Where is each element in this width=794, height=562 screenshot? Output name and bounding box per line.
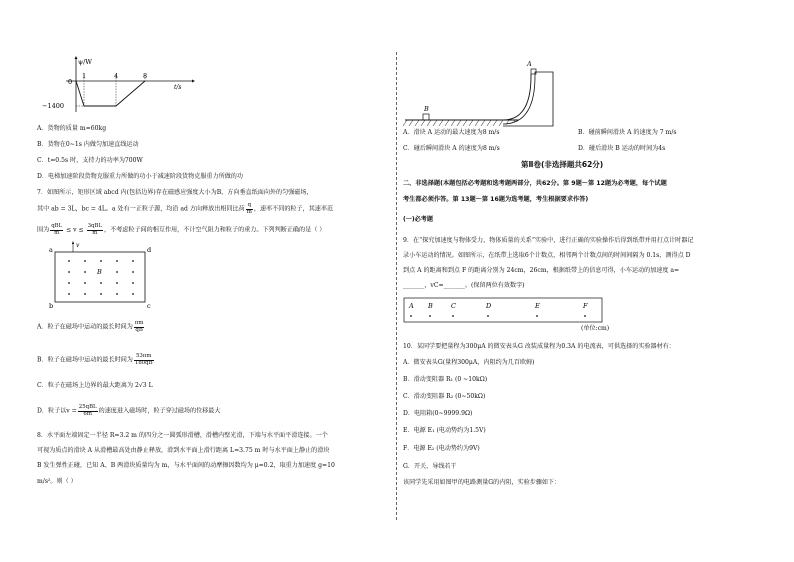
q10-item-a: A．微安表头G(量程300μA，内阻约为几百欧姆) xyxy=(403,359,535,366)
q7-option-d: D．粒子以v = $\frac{\text{25qBL}}{6m}$ 的速度进入磁场时，粒子穿过磁场的位移最大 xyxy=(37,404,221,417)
magnetic-field-diagram xyxy=(45,242,155,310)
graph-ymin: −1400 xyxy=(42,102,64,110)
q10-item-g: G．开关、导线若干 xyxy=(403,463,457,470)
q6-option-c: C．t=0.5s 时，支持力的功率为700W xyxy=(37,157,143,164)
tape-dot-d xyxy=(487,315,489,317)
field-label-b: B xyxy=(97,268,102,276)
q7-line-3: 围为 $\frac{\text{qBL}}{m}$ ≤ v ≤ $\frac{\text{3qBL}}{m}$ ，不考虑粒子间的相互作用，不计空气阻力和粒子的重力。下列判断正确的是（ ） xyxy=(37,223,326,236)
q6-option-d: D．电梯加速阶段货物克服重力所做的功小于减速阶段货物克服重力所做的功 xyxy=(37,173,243,180)
q8-line-4: m/s²。则（ ） xyxy=(37,478,77,485)
section-2-heading-2: 考生都必须作答。第 13题～第 16题为选考题，考生根据要求作答) xyxy=(403,196,589,203)
corner-c: c xyxy=(147,302,151,310)
block-a-label: A xyxy=(527,60,532,68)
q10-item-b: B．滑动变阻器 R₁ (0 ~10kΩ) xyxy=(403,376,488,383)
q7-line-1: 7．如图所示，矩形区域 abcd 内(包括边界)存在磁感应强度大小为B、方向垂直纸面向外的匀强磁场， xyxy=(37,189,313,196)
tape-point-label-a: A xyxy=(409,302,414,310)
q8-line-2: 可视为质点的滑块 A 从滑槽最高处由静止释放，滑到水平面上滑行距离 L=3.75 m 时与水平面上静止的滑块 xyxy=(37,447,330,454)
q8-option-d: D．碰后滑块 B 运动的时间为4s xyxy=(578,145,666,152)
graph-ylabel: ψ/W xyxy=(78,58,92,66)
q6-option-a: A．货物的质量 m=60kg xyxy=(37,125,107,132)
graph-tick-8: 8 xyxy=(143,72,148,80)
tape-point-label-b: B xyxy=(428,302,433,310)
q7-option-c: C．粒子在磁场上边界的最大距离为 2√3 L xyxy=(37,382,153,389)
q9-line-2: 录小车运动的情况。如图所示，在纸带上选取6个计数点，相邻两个计数点间的时间间隔为 0.1s，测得点 D xyxy=(403,252,691,259)
ticker-tape-diagram xyxy=(403,297,603,333)
q9-line-3: 到点 A 的距离和到点 F 的距离分别为 24cm，26cm，根据纸带上的信息可得，小车运动的加速度 a= xyxy=(403,267,680,274)
q8-option-a: A．滑块 A 运动的最大速度为8 m/s xyxy=(403,129,500,136)
required-section-heading: (一)必考题 xyxy=(403,216,433,223)
q10-item-c: C．滑动变阻器 R₂ (0~50kΩ) xyxy=(403,393,486,400)
tape-dot-f xyxy=(584,315,586,317)
corner-d: d xyxy=(147,246,152,254)
q7-option-b: B．粒子在磁场中运动的最长时间为 $\frac{53\pi m}{180qB}$ xyxy=(37,353,153,366)
q6-option-b: B．货物在0~1s 内做匀加速直线运动 xyxy=(37,141,139,148)
slide-track-diagram xyxy=(403,58,563,138)
tape-unit: (单位:cm) xyxy=(581,325,610,332)
q7-speed-max: $\frac{\text{3qBL}}{m}$ xyxy=(87,223,103,236)
tape-dot-c xyxy=(452,315,454,317)
q7-option-d-frac: $\frac{\text{25qBL}}{6m}$ xyxy=(78,404,97,417)
q8-option-b: B．碰前瞬间滑块 A 的速度为 7 m/s xyxy=(578,129,677,136)
tape-dot-a xyxy=(410,315,412,317)
q7-charge-mass-ratio: $\frac{q}{m}$ xyxy=(246,202,252,215)
block-b-label: B xyxy=(424,105,429,113)
q10-intro: 10．某同学要把量程为300μA 的微安表头G 改装成量程为0.3A 的电流表，可供选择的实验器材有： xyxy=(403,343,675,350)
column-divider xyxy=(396,52,397,520)
q7-option-a: A．粒子在磁场中运动的最长时间为 $\frac{\pi m}{qB}$ xyxy=(37,320,144,333)
graph-xlabel: t/s xyxy=(174,84,182,91)
q9-line-1: 9．在“探究加速度与物体受力、物体质量的关系”实验中，进行正确的实验操作后得到纸带并用打点计时器记 xyxy=(403,237,694,244)
q7-option-b-frac: $\frac{53\pi m}{180qB}$ xyxy=(134,353,153,366)
part-2-title: 第Ⅱ卷(非选择题共62分) xyxy=(521,160,604,169)
tape-point-label-c: C xyxy=(451,302,456,310)
tape-point-label-f: F xyxy=(583,302,588,310)
q10-procedure-intro: 该同学先采用如图甲的电路测量G的内阻，实验步骤如下： xyxy=(403,479,561,486)
q10-item-e: E．电源 E₁ (电动势约为1.5V) xyxy=(403,427,486,434)
q7-option-a-frac: $\frac{\pi m}{qB}$ xyxy=(134,320,144,333)
velocity-label: v xyxy=(76,242,80,249)
tape-point-label-d: D xyxy=(486,302,492,310)
power-time-graph xyxy=(42,56,212,114)
graph-tick-1: 1 xyxy=(82,72,87,80)
tape-dot-e xyxy=(536,315,538,317)
q10-item-d: D．电阻箱(0~9999.9Ω) xyxy=(403,410,473,417)
tape-dot-b xyxy=(429,315,431,317)
corner-b: b xyxy=(49,302,54,310)
q8-option-c: C．碰后瞬间滑块 A 的速度为8 m/s xyxy=(403,145,500,152)
graph-origin: 0 xyxy=(68,78,73,86)
tape-point-label-e: E xyxy=(535,302,540,310)
section-2-heading-1: 二、非选择题(本题包括必考题和选考题两部分，共62分。第 9题～第 12题为必考题，每个试题 xyxy=(403,180,667,187)
graph-tick-4: 4 xyxy=(114,72,119,80)
q7-speed-min: $\frac{\text{qBL}}{m}$ xyxy=(51,223,63,236)
q7-line-2: 其中 ab = 3L，bc = 4L。a 处有一正粒子源，均沿 ad 方向释放出相同比荷 $\frac{q}{m}$ ，速率不同的粒子，其速率范 xyxy=(37,202,334,215)
q8-line-3: B 发生弹性正碰，已知 A、B 两滑块质量均为 m，与水平面间的动摩擦因数均为 μ=0.2，取重力加速度 g=10 xyxy=(37,462,335,469)
corner-a: a xyxy=(49,246,53,254)
q10-item-f: F．电源 E₂ (电动势约为9V) xyxy=(403,445,480,452)
q8-line-1: 8．水平面左端固定一半径 R=3.2 m 的四分之一圆弧形滑槽，滑槽内壁光滑，下端与水平面平滑连接。一个 xyxy=(37,432,328,439)
q9-line-4: _______，vC=_______。(保留两位有效数字) xyxy=(403,282,525,289)
